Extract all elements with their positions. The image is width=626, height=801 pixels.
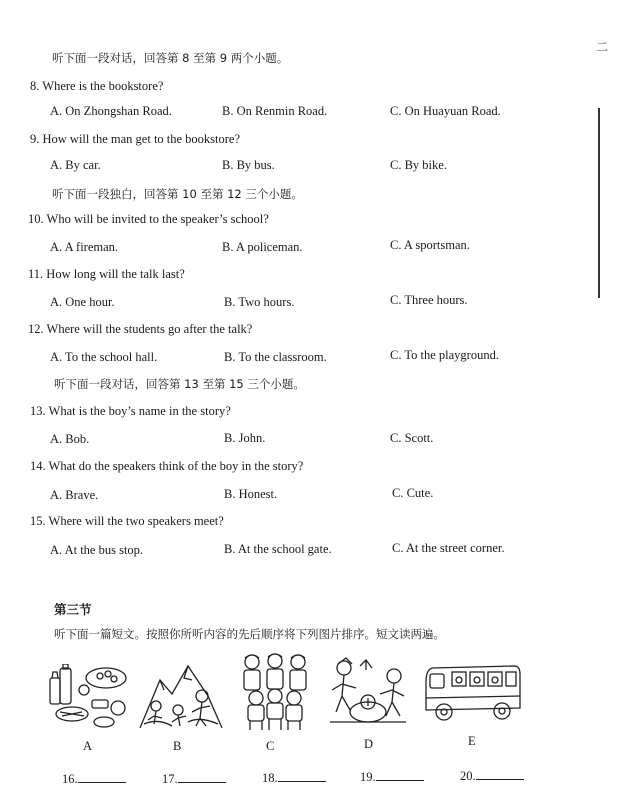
- q11-option-b: B. Two hours.: [224, 295, 295, 309]
- answer-16[interactable]: [62, 770, 126, 787]
- q9-option-a: A. By car.: [50, 158, 101, 172]
- picture-c-group: [238, 652, 312, 732]
- q14-option-a: A. Brave.: [50, 488, 99, 502]
- question-15: 15. Where will the two speakers meet?: [30, 514, 224, 528]
- q15-option-b: B. At the school gate.: [224, 542, 332, 556]
- q13-option-b: B. John.: [224, 431, 266, 445]
- q12-option-c: C. To the playground.: [390, 348, 499, 362]
- picture-b-hiking: [138, 660, 224, 730]
- section3-title: 第三节: [54, 602, 92, 617]
- answer-19-number: 19.: [360, 770, 376, 784]
- q8-option-a: A. On Zhongshan Road.: [50, 104, 172, 118]
- margin-mark: 二: [596, 40, 609, 54]
- answer-20-number: 20.: [460, 769, 476, 783]
- picture-d-label: D: [364, 737, 374, 751]
- picture-e-label: E: [468, 734, 476, 748]
- answer-20[interactable]: [460, 767, 524, 784]
- question-14: 14. What do the speakers think of the boy in the story?: [30, 459, 304, 473]
- q15-option-a: A. At the bus stop.: [50, 543, 144, 557]
- margin-rule: [598, 108, 600, 298]
- picture-a-label: A: [83, 739, 93, 753]
- q10-option-b: B. A policeman.: [222, 240, 303, 254]
- q14-option-c: C. Cute.: [392, 486, 434, 500]
- question-13: 13. What is the boy’s name in the story?: [30, 404, 231, 418]
- picture-d-picnic: [326, 656, 410, 728]
- q14-option-b: B. Honest.: [224, 487, 278, 501]
- question-11: 11. How long will the talk last?: [28, 267, 185, 281]
- q11-option-a: A. One hour.: [50, 295, 115, 309]
- q9-option-b: B. By bus.: [222, 158, 275, 172]
- instruction-part3: 听下面一段对话，回答第 13 至第 15 三个小题。: [54, 377, 305, 391]
- answer-16-number: 16.: [62, 772, 78, 786]
- picture-e-bus: [422, 660, 524, 724]
- answer-17-number: 17.: [162, 772, 178, 786]
- question-10: 10. Who will be invited to the speaker’s school?: [28, 212, 269, 226]
- q13-option-c: C. Scott.: [390, 431, 434, 445]
- question-9: 9. How will the man get to the bookstore?: [30, 132, 241, 146]
- question-12: 12. Where will the students go after the talk?: [28, 322, 253, 336]
- instruction-part2: 听下面一段独白，回答第 10 至第 12 三个小题。: [52, 187, 303, 201]
- section3-instruction: 听下面一篇短文。按照你所听内容的先后顺序将下列图片排序。短文读两遍。: [54, 627, 445, 641]
- answer-18-number: 18.: [262, 771, 278, 785]
- q8-option-b: B. On Renmin Road.: [222, 104, 328, 118]
- answer-19-blank[interactable]: [376, 768, 424, 781]
- answer-16-blank[interactable]: [78, 770, 126, 783]
- q11-option-c: C. Three hours.: [390, 293, 468, 307]
- q15-option-c: C. At the street corner.: [392, 541, 505, 555]
- q9-option-c: C. By bike.: [390, 158, 447, 172]
- answer-18-blank[interactable]: [278, 769, 326, 782]
- answer-17[interactable]: [162, 770, 226, 787]
- answer-18[interactable]: [262, 769, 326, 786]
- q10-option-c: C. A sportsman.: [390, 238, 470, 252]
- picture-a-food: [48, 664, 130, 730]
- q12-option-a: A. To the school hall.: [50, 350, 158, 364]
- picture-b-label: B: [173, 739, 182, 753]
- q8-option-c: C. On Huayuan Road.: [390, 104, 501, 118]
- question-8: 8. Where is the bookstore?: [30, 79, 164, 93]
- q10-option-a: A. A fireman.: [50, 240, 119, 254]
- answer-19[interactable]: [360, 768, 424, 785]
- q13-option-a: A. Bob.: [50, 432, 90, 446]
- q12-option-b: B. To the classroom.: [224, 350, 327, 364]
- answer-20-blank[interactable]: [476, 767, 524, 780]
- answer-17-blank[interactable]: [178, 770, 226, 783]
- instruction-part1: 听下面一段对话，回答第 8 至第 9 两个小题。: [52, 51, 289, 65]
- picture-c-label: C: [266, 739, 275, 753]
